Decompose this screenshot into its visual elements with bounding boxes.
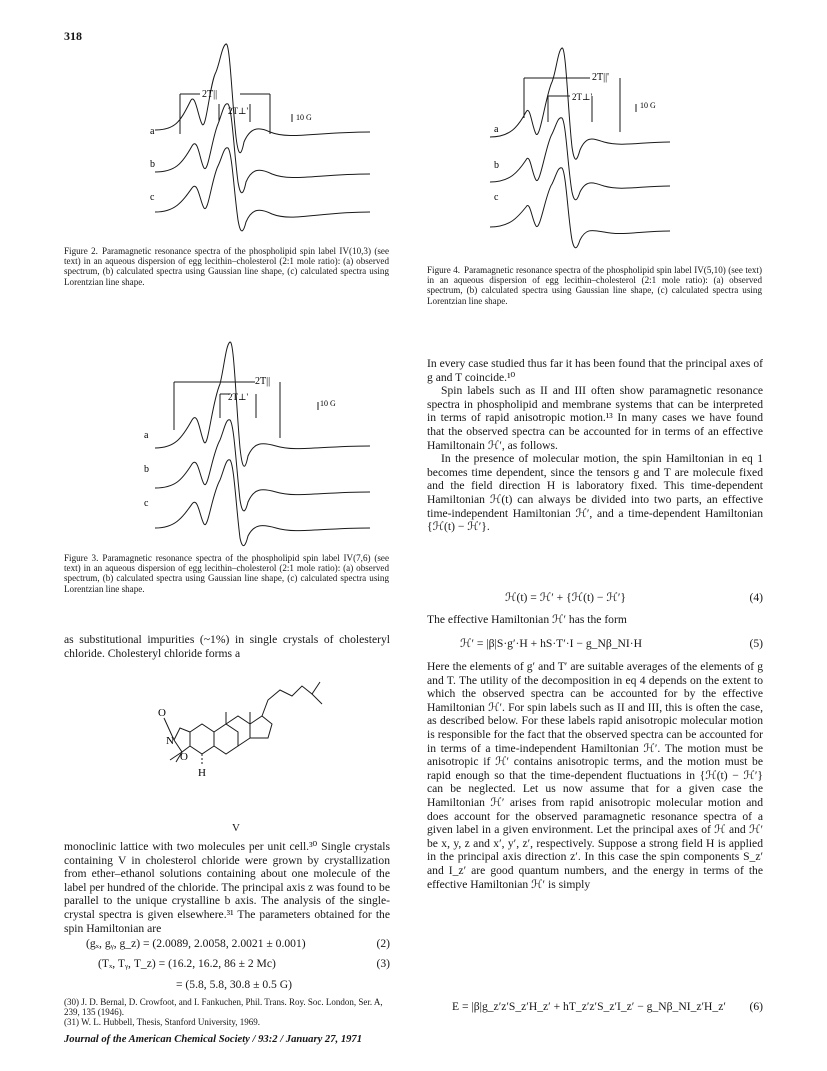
reference-31: (31) W. L. Hubbell, Thesis, Stanford University, 1969.: [64, 1017, 260, 1027]
equation-6: [452, 1000, 763, 1014]
figure-3-2t-parallel: 2T||: [255, 376, 271, 387]
right-text-top: [427, 357, 763, 534]
left-text-after-structure: [64, 840, 390, 935]
references: [64, 997, 390, 1027]
structure-atom-n: N: [166, 735, 174, 747]
figure-3-label-a: a: [144, 430, 149, 441]
figure-4-2t-perp: 2T⊥': [572, 92, 593, 102]
spectrum-a: [155, 342, 370, 466]
page-number: 318: [64, 29, 82, 43]
equation-6-number: (6): [749, 1000, 763, 1013]
spectrum-b: [155, 104, 370, 193]
spectrum-b: [155, 420, 370, 511]
spectrum-b: [490, 118, 670, 200]
paragraph-4: The effective Hamiltonian ℋ′ has the form: [427, 613, 627, 626]
paragraph: as substitutional impurities (~1%) in single crystals of cholesteryl chloride. Cholesteryl chloride forms a: [64, 633, 390, 660]
right-text-main: [427, 660, 763, 891]
equation-3-number: (3): [376, 957, 390, 970]
equation-3-cont-text: = (5.8, 5.8, 30.8 ± 0.5 G): [176, 978, 292, 991]
paragraph-5: Here the elements of g′ and T′ are suitable averages of the elements of g and T. The utility of the decomposition in eq 4 depends on the extent to which the observed spectra can be accounted for by the effective Hamiltonian ℋ′. For spin labels such as II and III, this is often the case, as described below. For these labels rapid anisotropic molecular motion is responsible for the fact that the observed spectra can be accounted for in terms of a time-independent Hamiltonian ℋ′. The motion must be anisotropic if ℋ′ contains anisotropic terms, and the motion must be rapid enough so that the time-dependent fluctuations in {ℋ(t) − ℋ′} can be neglected. Let us now assume that for a given case the Hamiltonian ℋ′ arises from rapid anisotropic molecular motion and does account for the observed paramagnetic resonance spectra of a given label in a given environment. Let the principal axes of ℋ and ℋ′ be x, y, z and x′, y′, z′, respectively. Suppose a strong field H is applied in the principal axis direction z′. In this case the spin components S_z′ and I_z′ are good quantum numbers, and the energy in terms of the effective Hamiltonian ℋ′ is simply: [427, 660, 763, 891]
figure-2-spectra: [140, 42, 390, 242]
reference-30: (30) J. D. Bernal, D. Crowfoot, and I. Fankuchen, Phil. Trans. Roy. Soc. London, Ser. A, 239, 135 (1946).: [64, 997, 383, 1017]
figure-4-caption-label: Figure 4.: [427, 265, 461, 275]
figure-3-caption-label: Figure 3.: [64, 553, 99, 563]
figure-4-label-c: c: [494, 192, 499, 203]
figure-3-label-b: b: [144, 464, 149, 475]
figure-4-scale: 10 G: [640, 101, 656, 110]
paragraph-3: In the presence of molecular motion, the spin Hamiltonian in eq 1 becomes time dependent, since the tensors g and T are molecule fixed and the field direction H is laboratory fixed. This time-dependent Hamiltonian ℋ(t) can always be divided into two parts, an effective time-independent Hamiltonian ℋ′, and a time-dependent Hamiltonian {ℋ(t) − ℋ′}.: [427, 452, 763, 534]
figure-4-label-b: b: [494, 160, 499, 171]
figure-2-caption: [64, 246, 389, 287]
figure-3-caption: [64, 553, 389, 594]
equation-4-text: ℋ(t) = ℋ′ + {ℋ(t) − ℋ′}: [505, 591, 626, 604]
figure-2-label-c: c: [150, 192, 155, 203]
figure-4-caption: [427, 265, 762, 306]
spectrum-c: [490, 168, 670, 248]
paragraph-1: In every case studied thus far it has been found that the principal axes of g and T coincide.¹⁰: [427, 357, 763, 384]
equation-5-text: ℋ′ = |β|S·g′·H + hS·T′·I − g_Nβ_NI·H: [460, 637, 642, 650]
equation-2-text: (gₓ, gᵧ, g_z) = (2.0089, 2.0058, 2.0021 ± 0.001): [86, 937, 306, 950]
figure-2-label-b: b: [150, 159, 155, 170]
equation-4-number: (4): [749, 591, 763, 604]
right-text-eq5-intro: [427, 613, 763, 627]
structure-atom-o-ring: O: [180, 751, 188, 763]
equation-2: [86, 937, 390, 951]
figure-2-scale: 10 G: [296, 113, 312, 122]
paragraph: monoclinic lattice with two molecules per unit cell.³⁰ Single crystals containing V in cholesterol chloride were grown by crystallization from ether–ethanol solutions containing about one molecule of the label per hundred of the chloride. The principal axis z was found to be parallel to the unique crystalline b axis. The analysis of the single-crystal spectra is given elsewhere.³¹ The parameters obtained for the spin Hamiltonian are: [64, 840, 390, 935]
figure-3-label-c: c: [144, 498, 149, 509]
figure-4-spectra: [480, 42, 680, 262]
figure-2-label-a: a: [150, 126, 155, 137]
equation-6-text: E = |β|g_z′z′S_z′H_z′ + hT_z′z′S_z′I_z′ − g_Nβ_NI_z′H_z′: [452, 1000, 726, 1013]
figure-2-2t-parallel: 2T||: [202, 89, 218, 100]
structure-label: V: [232, 822, 240, 834]
figure-3-scale: 10 G: [320, 399, 336, 408]
structure-v: [150, 660, 350, 810]
equation-2-number: (2): [376, 937, 390, 950]
journal-footer: Journal of the American Chemical Society / 93:2 / January 27, 1971: [64, 1034, 363, 1045]
spectrum-c: [155, 148, 370, 231]
equation-4: [505, 591, 763, 605]
spectrum-a: [155, 44, 370, 153]
figure-2-caption-label: Figure 2.: [64, 246, 98, 256]
equation-3-cont: [176, 978, 390, 992]
figure-4-2t-parallel: 2T||': [592, 72, 609, 83]
figure-4-label-a: a: [494, 124, 499, 135]
spectrum-c: [155, 460, 370, 546]
left-text-before-structure: [64, 633, 390, 660]
figure-3-caption-text: Paramagnetic resonance spectra of the phospholipid spin label IV(7,6) (see text) in an aqueous dispersion of egg lecithin–cholesterol (2:1 mole ratio): (a) observed spectrum, (b) calculated spectra using Gaussian line shape, (c) calculated spectra using Lorentzian line shape.: [64, 553, 389, 594]
figure-2-caption-text: Paramagnetic resonance spectra of the phospholipid spin label IV(10,3) (see text) in an aqueous dispersion of egg lecithin–cholesterol (2:1 mole ratio): (a) observed spectrum, (b) calculated spectra using Gaussian line shape, (c) calculated spectra using Lorentzian line shape.: [64, 246, 389, 287]
paragraph-2: Spin labels such as II and III often show paramagnetic resonance spectra in phospholipid and membrane systems that can be interpreted in terms of rapid anisotropic motion.¹³ In many cases we have found that the observed spectra can be accounted for in terms of an effective Hamiltonain ℋ′, as follows.: [427, 384, 763, 452]
figure-4-caption-text: Paramagnetic resonance spectra of the phospholipid spin label IV(5,10) (see text) in an aqueous dispersion of egg lecithin–cholesterol (2:1 mole ratio): (a) observed spectrum, (b) calculated spectra using Gaussian line shape, (c) calculated spectra using Lorentzian line shape.: [427, 265, 762, 306]
structure-atom-o-top: O: [158, 707, 166, 719]
equation-3: [98, 957, 390, 971]
equation-3-text: (Tₓ, Tᵧ, T_z) = (16.2, 16.2, 86 ± 2 Mc): [98, 957, 276, 970]
figure-3-spectra: [140, 338, 390, 553]
structure-atom-h: H: [198, 767, 206, 779]
equation-5-number: (5): [749, 637, 763, 650]
figure-2-2t-perp: 2T⊥': [228, 106, 249, 116]
equation-5: [460, 637, 763, 651]
figure-3-2t-perp: 2T⊥': [228, 392, 249, 402]
